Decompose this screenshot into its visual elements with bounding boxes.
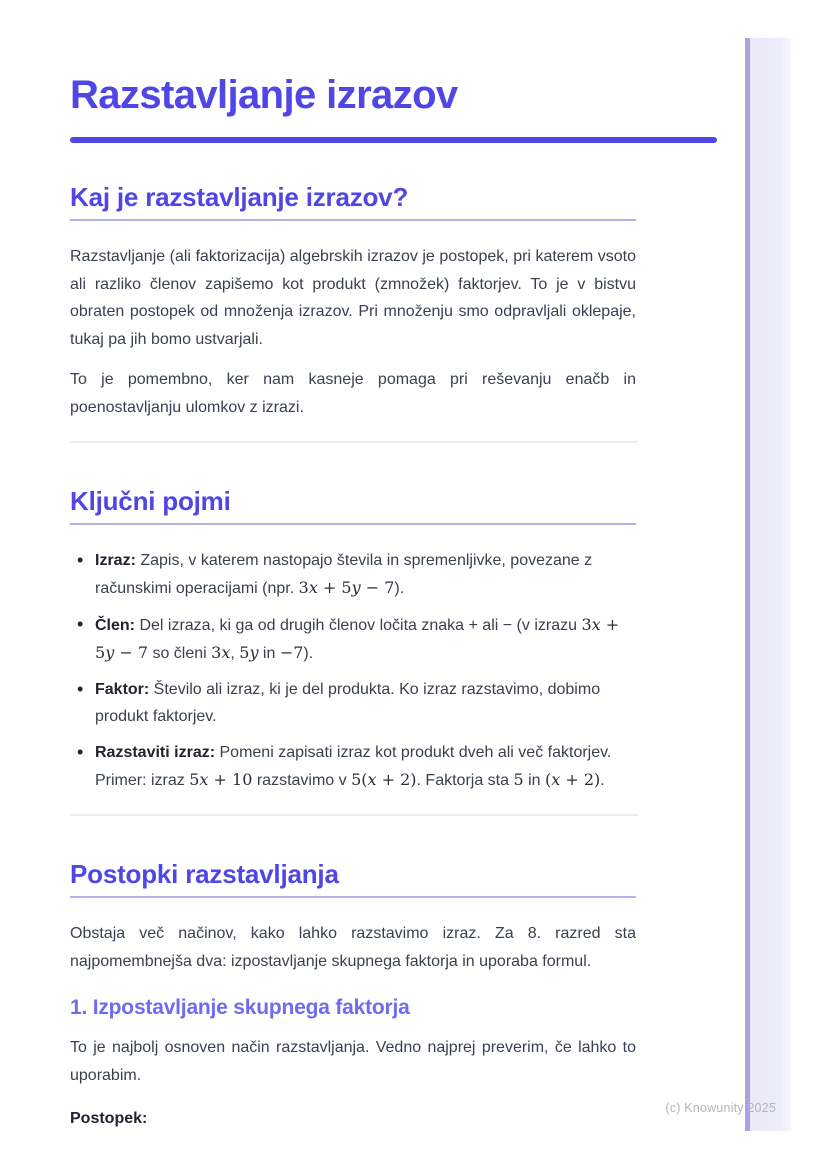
subsection-heading-common-factor: 1. Izpostavljanje skupnega faktorja	[70, 996, 410, 1019]
subsection-paragraph-1: To je najbolj osnoven način razstavljanja. Vedno najprej preverim, če lahko to uporabim.	[70, 1039, 636, 1084]
section-underline	[70, 219, 636, 221]
copyright-footer: (c) Knowunity 2025	[665, 1101, 776, 1115]
list-item-clen: • Člen: Del izraza, ki ga od drugih členov ločita znaka + ali − (v izrazu 3x + 5y − 7 so členi 3x, 5y in −7).	[70, 612, 636, 667]
methods-paragraph-1: Obstaja več načinov, kako lahko razstavimo izraz. Za 8. razred sta najpomembnejša dva: izpostavljanje skupnega faktorja in uporaba formul.	[70, 925, 636, 970]
steps-label: Postopek:	[70, 1110, 148, 1127]
section-divider	[70, 441, 638, 443]
intro-paragraph-1: Razstavljanje (ali faktorizacija) algebrskih izrazov je postopek, pri katerem vsoto ali razliko členov zapišemo kot produkt (zmnožek) faktorjev. To je v bistvu obraten postopek od množenja izrazov. Pri množenju smo odpravljali oklepaje, tukaj pa jih bomo ustvarjali.	[70, 248, 636, 348]
key-terms-list	[70, 548, 636, 794]
decorative-side-strip	[745, 38, 791, 1131]
section-heading-key-terms: Ključni pojmi	[70, 486, 231, 516]
section-heading-methods: Postopki razstavljanja	[70, 859, 339, 889]
page-title: Razstavljanje izrazov	[70, 73, 458, 117]
section-divider	[70, 814, 638, 816]
document-content	[70, 0, 636, 1130]
list-item-izraz: • Izraz: Zapis, v katerem nastopajo števila in spremenljivke, povezane z računskimi operacijami (npr. 3x + 5y − 7).	[70, 548, 636, 602]
title-underline	[70, 137, 717, 143]
section-underline	[70, 523, 636, 525]
intro-paragraph-2: To je pomembno, ker nam kasneje pomaga pri reševanju enačb in poenostavljanju ulomkov z izrazi.	[70, 371, 636, 416]
section-heading-intro: Kaj je razstavljanje izrazov?	[70, 182, 409, 212]
section-underline	[70, 896, 636, 898]
list-item-faktor: • Faktor: Število ali izraz, ki je del produkta. Ko izraz razstavimo, dobimo produkt faktorjev.	[70, 677, 636, 730]
list-item-razstaviti-izraz: • Razstaviti izraz: Pomeni zapisati izraz kot produkt dveh ali več faktorjev. Primer: izraz 5x + 10 razstavimo v 5(x + 2). Faktorja sta 5 in (x + 2).	[70, 740, 636, 794]
